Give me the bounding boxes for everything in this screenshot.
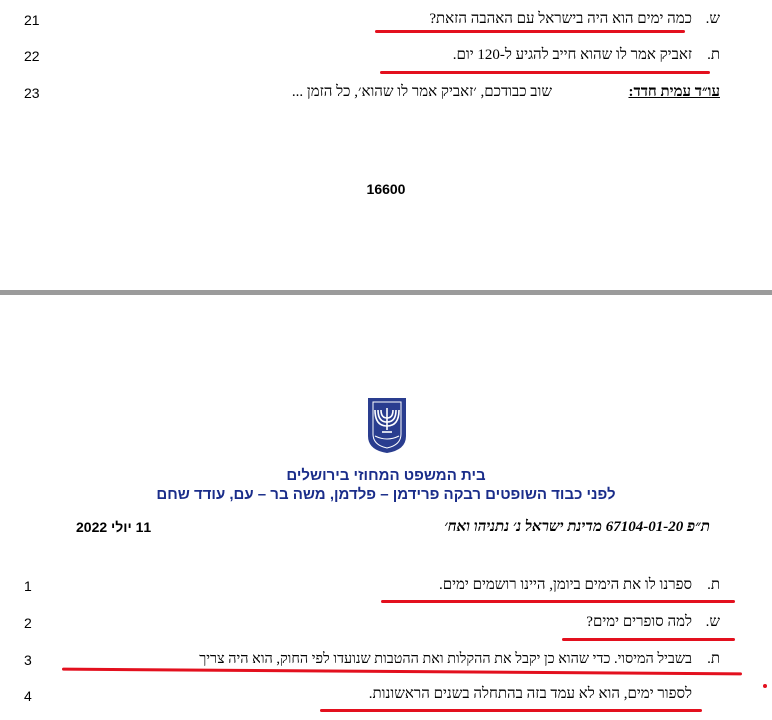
transcript-line: זאביק אמר לו שהוא חייב להגיע ל-120 יום. — [452, 47, 692, 63]
speaker-marker: ת. — [707, 651, 720, 667]
line-number: 22 — [24, 48, 40, 64]
line-number: 21 — [24, 12, 40, 28]
line-number: 3 — [24, 652, 32, 668]
red-underline — [62, 668, 742, 676]
court-name: בית המשפט המחוזי בירושלים — [286, 467, 486, 484]
red-underline — [320, 709, 702, 712]
speaker-marker: ש. — [705, 614, 720, 630]
line-number: 1 — [24, 578, 32, 594]
menorah-emblem-icon — [366, 396, 408, 454]
hearing-date: 11 יולי 2022 — [76, 519, 152, 535]
red-underline — [381, 600, 735, 603]
transcript-line: שוב כבודכם, ׳זאביק אמר לו שהוא׳, כל הזמן ... — [291, 84, 552, 100]
red-dot — [763, 684, 767, 688]
transcript-line: כמה ימים הוא היה בישראל עם האהבה הזאת? — [429, 11, 692, 27]
speaker-marker: ת. — [707, 47, 720, 63]
speaker-marker: ת. — [707, 577, 720, 593]
judges-panel: לפני כבוד השופטים רבקה פרידמן – פלדמן, משה בר – עם, עודד שחם — [156, 486, 616, 503]
red-underline — [562, 638, 735, 641]
line-number: 4 — [24, 688, 32, 704]
red-underline — [380, 71, 710, 74]
transcript-line: לספור ימים, הוא לא עמד בזה בהתחלה בשנים הראשונות. — [368, 686, 692, 702]
line-number: 23 — [24, 85, 40, 101]
red-underline — [375, 30, 685, 33]
transcript-line: ספרנו לו את הימים ביומן, היינו רושמים ימים. — [438, 577, 692, 593]
page-number: 16600 — [366, 181, 406, 197]
page-separator — [0, 290, 772, 295]
line-number: 2 — [24, 615, 32, 631]
speaker-name: עו״ד עמית חדד: — [628, 84, 720, 100]
transcript-line: למה סופרים ימים? — [586, 614, 692, 630]
case-title: ת״פ 67104-01-20 מדינת ישראל נ׳ נתניהו ואח׳ — [444, 519, 710, 535]
speaker-marker: ש. — [705, 11, 720, 27]
transcript-line: בשביל המיסוי. כדי שהוא כן יקבל את ההקלות ואת ההטבות שנועדו לפי החוק, הוא היה צריך — [199, 651, 692, 667]
